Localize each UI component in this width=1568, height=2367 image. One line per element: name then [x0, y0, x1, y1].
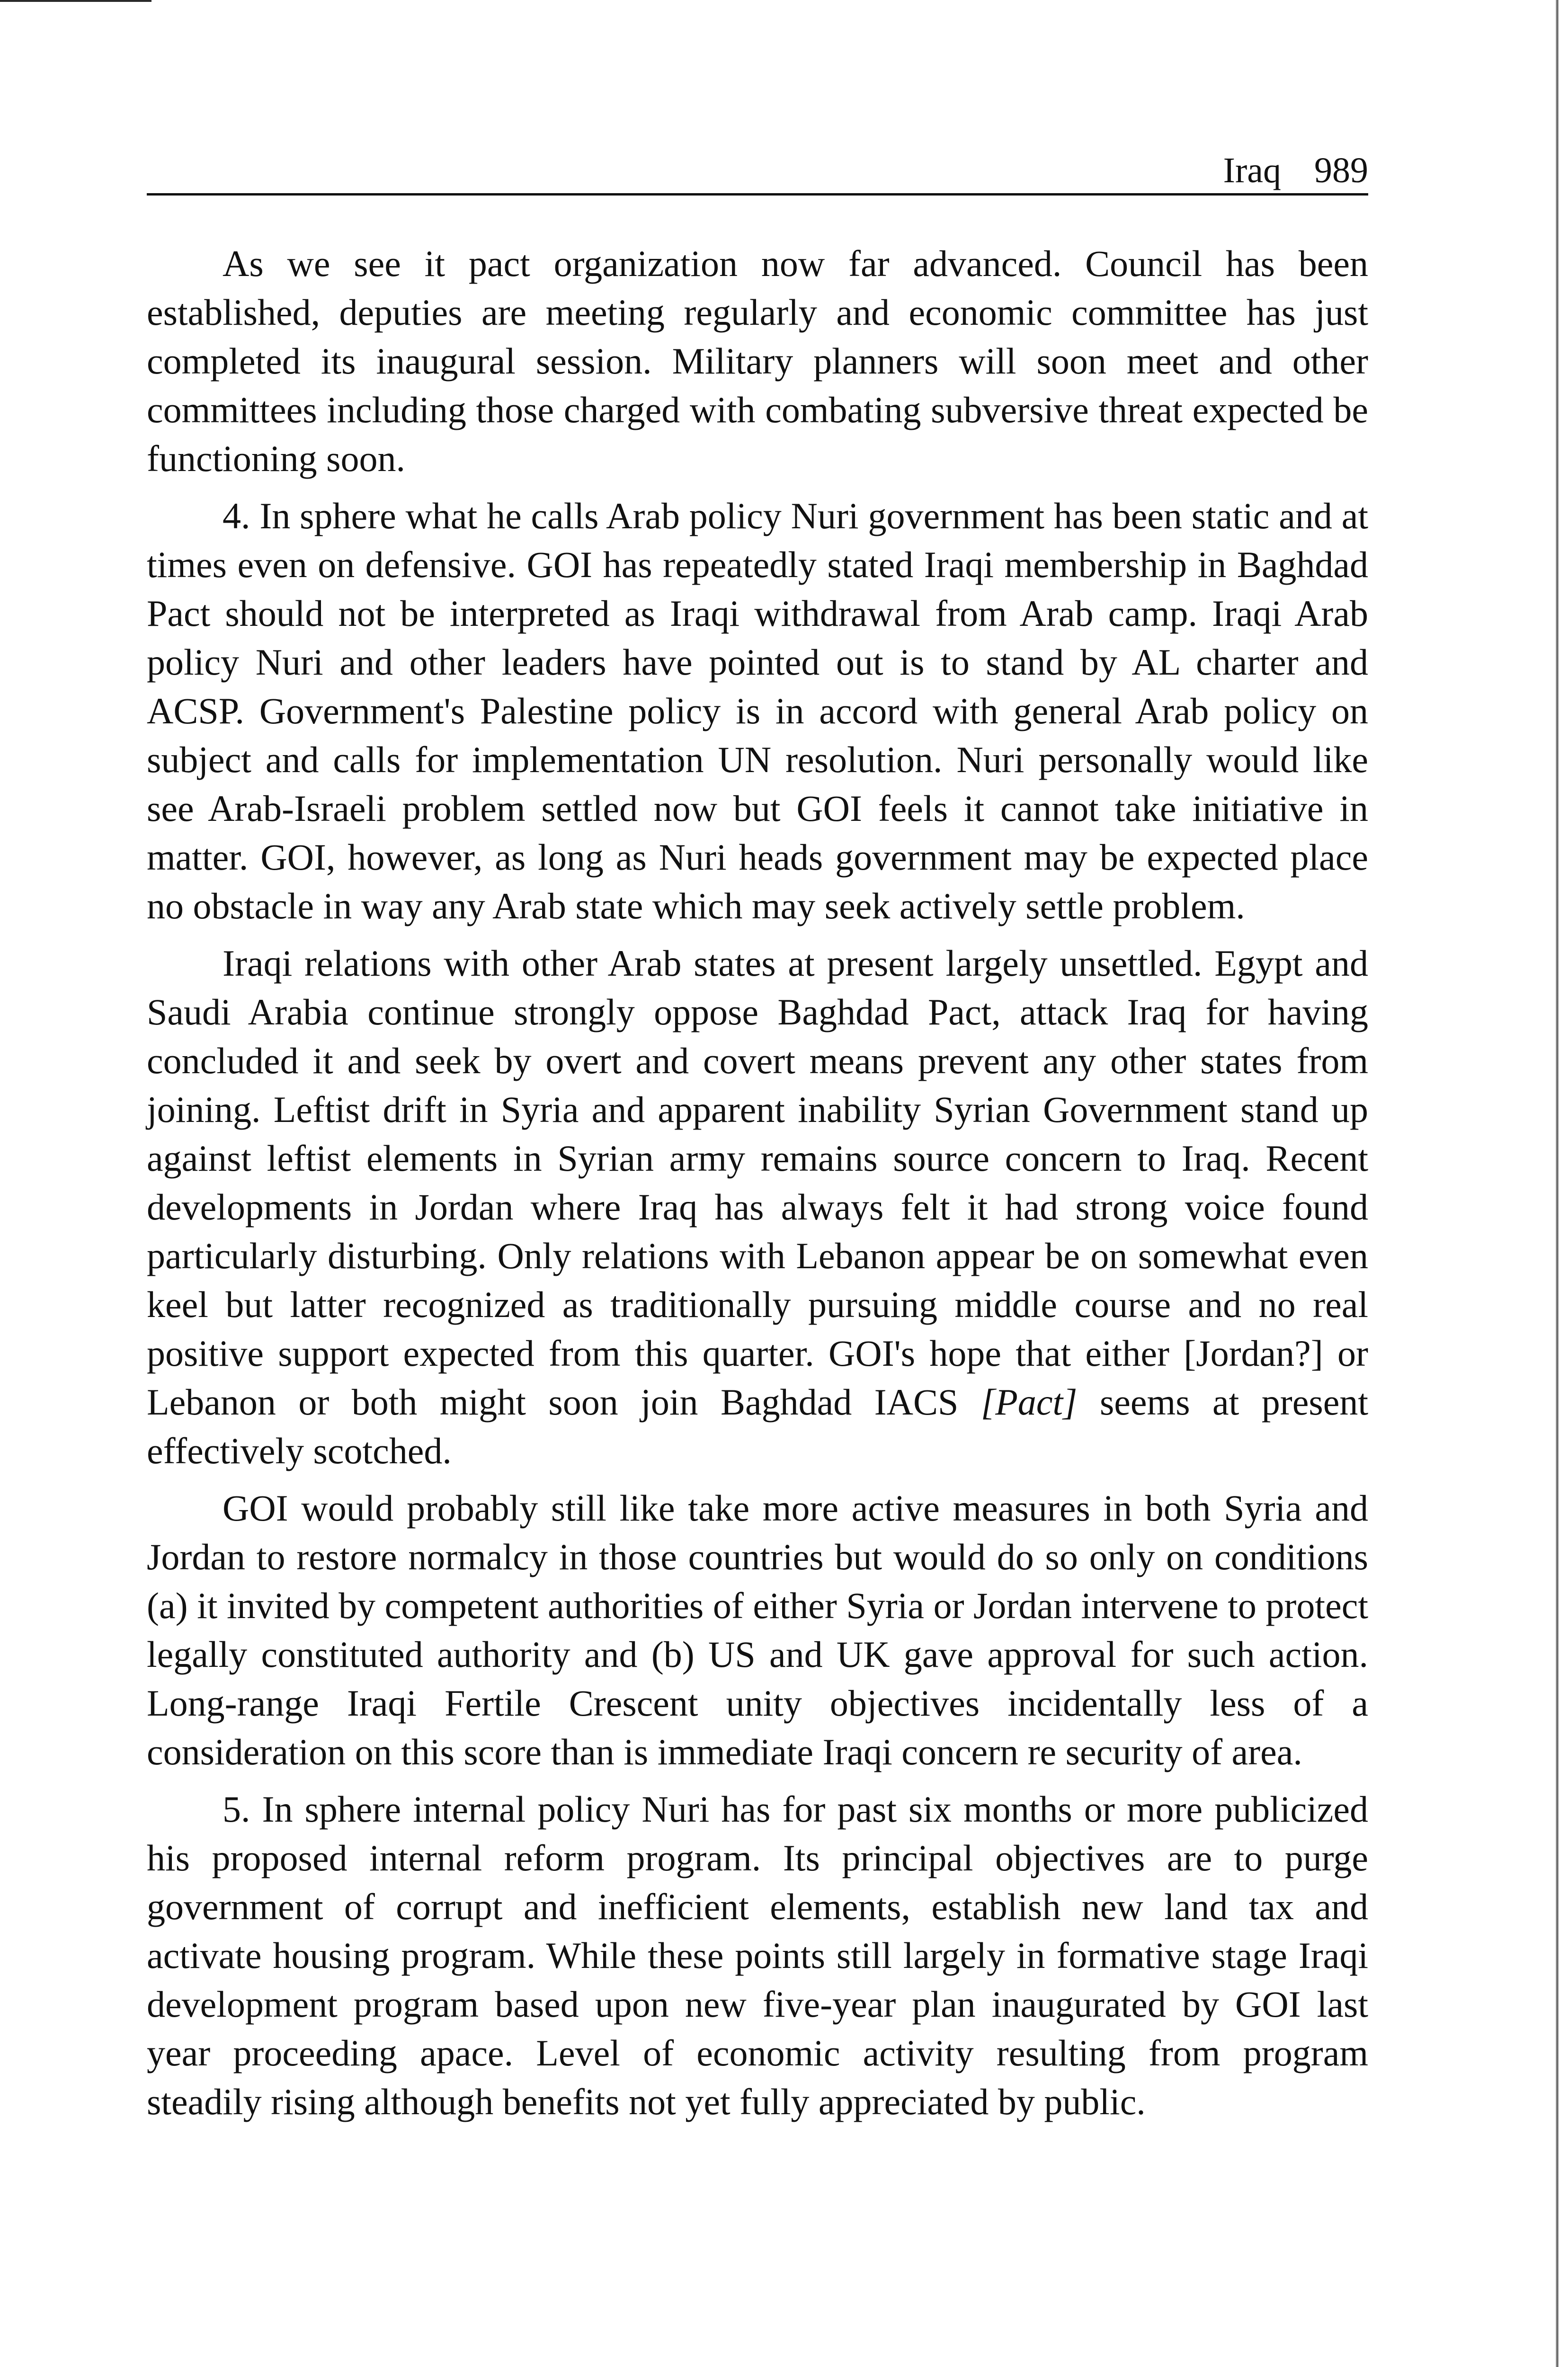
paragraph-internal-policy: 5. In sphere internal policy Nuri has for past six months or more publicized his proposed internal reform program. Its principal objectives are to purge government of corrupt and inefficient elements, establish new land tax and activate housing program. While these points still largely in formative stage Iraqi development program based upon new five-year plan inaugurated by GOI last year proceeding apace. Level of economic activity resulting from program steadily rising although benefits not yet fully appreciated by public. — [147, 1789, 1368, 2122]
document-body — [147, 239, 1368, 2135]
paragraph-pact-organization: As we see it pact organization now far advanced. Council has been established, deputies are meeting regularly and economic committee has just completed its inaugural session. Military planners will soon meet and other committees including those charged with combating subversive threat expected be functioning soon. — [147, 243, 1368, 479]
scan-edge-right — [1556, 0, 1559, 2367]
scan-edge-top — [0, 0, 151, 2]
paragraph-intervention-conditions: GOI would probably still like take more active measures in both Syria and Jordan to restore normalcy in those countries but would do so only on conditions (a) it invited by competent authorities of either Syria or Jordan intervene to protect legally constituted authority and (b) US and UK gave approval for such action. Long-range Iraqi Fertile Crescent unity objectives incidentally less of a consideration on this score than is immediate Iraqi concern re security of area. — [147, 1487, 1368, 1772]
paragraph-arab-relations-text: Iraqi relations with other Arab states at present largely unsettled. Egypt and Saudi Arabia continue strongly oppose Baghdad Pact, attack Iraq for having concluded it and seek by overt and covert means prevent any other states from joining. Leftist drift in Syria and apparent inability Syrian Government stand up against leftist elements in Syrian army remains source concern to Iraq. Recent developments in Jordan where Iraq has always felt it had strong voice found particularly disturbing. Only relations with Lebanon appear be on somewhat even keel but latter recognized as traditionally pursuing middle course and no real positive support expected from this quarter. GOI's hope that either [Jordan?] or Lebanon or both might soon join Baghdad IACS — [147, 943, 1368, 1423]
paragraph-arab-relations — [147, 939, 1368, 1475]
paragraph-arab-relations-tail: seems at present effectively scotched. — [147, 1381, 1369, 1471]
editorial-insert-pact: [Pact] — [980, 1381, 1078, 1423]
running-head-title: Iraq — [1223, 151, 1281, 190]
paragraph-arab-policy: 4. In sphere what he calls Arab policy Nuri government has been static and at times even on defensive. GOI has repeatedly stated Iraqi membership in Baghdad Pact should not be interpreted as Iraqi withdrawal from Arab camp. Iraqi Arab policy Nuri and other leaders have pointed out is to stand by AL charter and ACSP. Government's Palestine policy is in accord with general Arab policy on subject and calls for implementation UN resolution. Nuri personally would like see Arab-Israeli problem settled now but GOI feels it cannot take initiative in matter. GOI, however, as long as Nuri heads government may be expected place no obstacle in way any Arab state which may seek actively settle problem. — [147, 495, 1368, 926]
running-head — [147, 140, 1368, 191]
page-number: 989 — [1314, 151, 1368, 190]
header-rule — [147, 193, 1368, 196]
